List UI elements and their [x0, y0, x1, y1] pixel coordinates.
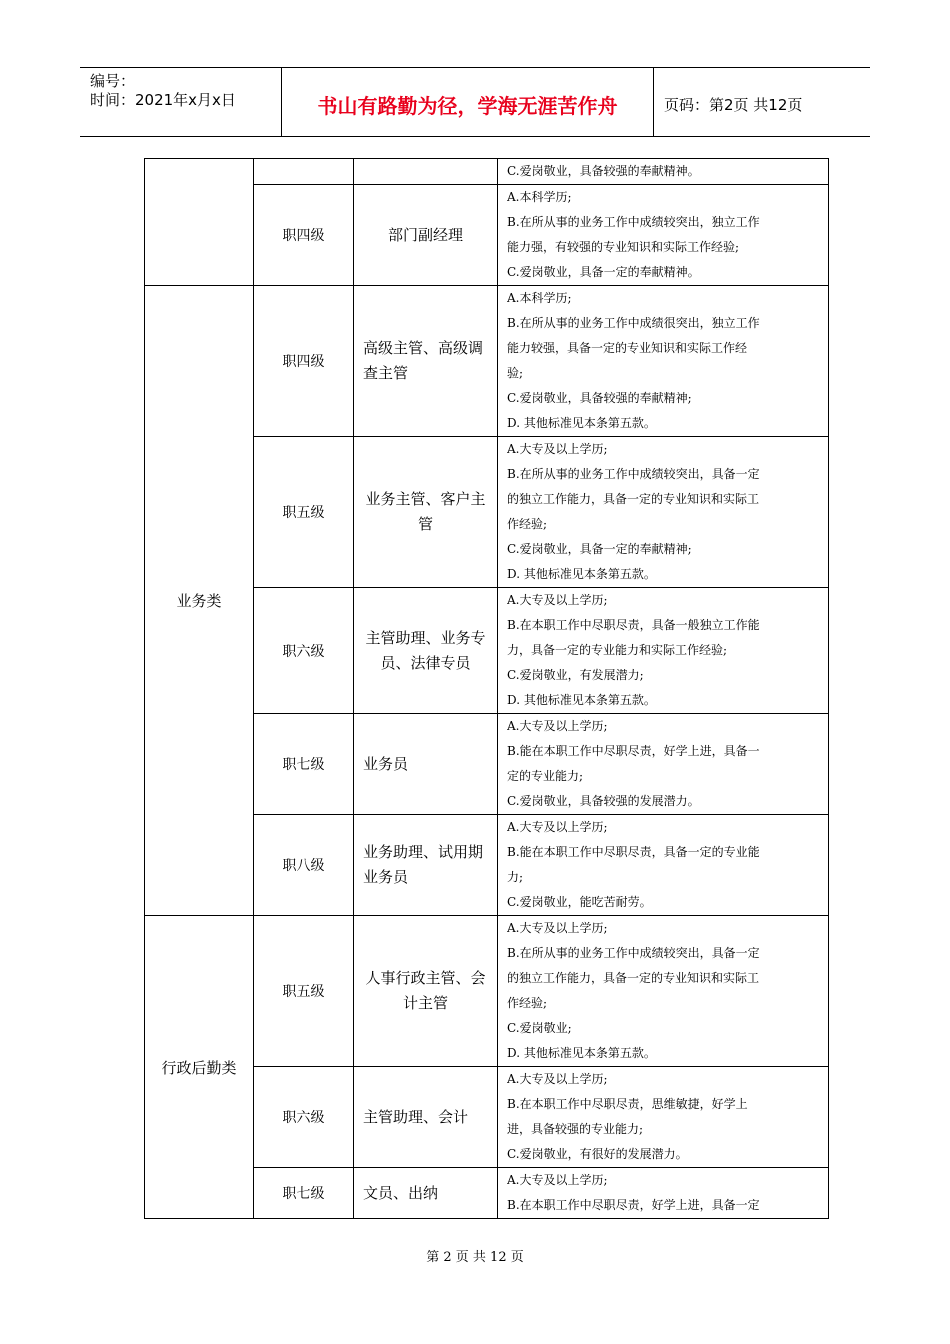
position-cell: 业务员 — [354, 714, 498, 815]
position-cell: 主管助理、业务专员、法律专员 — [354, 588, 498, 714]
requirements-cell: A.大专及以上学历; B.在本职工作中尽职尽责，好学上进，具备一定 — [498, 1168, 829, 1219]
category-cell: 行政后勤类 — [145, 916, 254, 1219]
grade-cell: 职四级 — [254, 286, 354, 437]
table-row — [145, 286, 829, 437]
grade-cell: 职五级 — [254, 437, 354, 588]
requirements-cell: A.本科学历; B.在所从事的业务工作中成绩较突出，独立工作 能力强，有较强的专业知识和实际工作经验; C.爱岗敬业，具备一定的奉献精神。 — [498, 185, 829, 286]
job-grade-table — [144, 158, 829, 1219]
grade-cell — [254, 159, 354, 185]
requirements-cell: A.大专及以上学历; B.在本职工作中尽职尽责，具备一般独立工作能 力，具备一定的专业能力和实际工作经验; C.爱岗敬业，有发展潜力; D. 其他标准见本条第五款。 — [498, 588, 829, 714]
position-cell: 业务主管、客户主管 — [354, 437, 498, 588]
requirements-cell: C.爱岗敬业，具备较强的奉献精神。 — [498, 159, 829, 185]
requirements-cell: A.大专及以上学历; B.在本职工作中尽职尽责，思维敏捷，好学上 进，具备较强的专业能力; C.爱岗敬业，有很好的发展潜力。 — [498, 1067, 829, 1168]
category-cell: 业务类 — [145, 286, 254, 916]
grade-cell: 职四级 — [254, 185, 354, 286]
position-cell: 部门副经理 — [354, 185, 498, 286]
requirements-cell: A.本科学历; B.在所从事的业务工作中成绩很突出，独立工作 能力较强，具备一定的专业知识和实际工作经 验; C.爱岗敬业，具备较强的奉献精神; D. 其他标准见本条第五款。 — [498, 286, 829, 437]
grade-cell: 职五级 — [254, 916, 354, 1067]
page-header — [80, 67, 870, 137]
position-cell: 文员、出纳 — [354, 1168, 498, 1219]
position-cell: 主管助理、会计 — [354, 1067, 498, 1168]
requirements-cell: A.大专及以上学历; B.在所从事的业务工作中成绩较突出，具备一定 的独立工作能力，具备一定的专业知识和实际工 作经验; C.爱岗敬业; D. 其他标准见本条第五款。 — [498, 916, 829, 1067]
grade-cell: 职六级 — [254, 1067, 354, 1168]
header-slogan: 书山有路勤为径，学海无涯苦作舟 — [282, 68, 654, 136]
position-cell — [354, 159, 498, 185]
table-row — [145, 916, 829, 1067]
grade-cell: 职七级 — [254, 714, 354, 815]
header-page-code: 页码：第2页 共12页 — [664, 95, 803, 114]
position-cell: 业务助理、试用期业务员 — [354, 815, 498, 916]
grade-cell: 职七级 — [254, 1168, 354, 1219]
document-time-label: 时间：2021年x月x日 — [90, 91, 236, 109]
grade-cell: 职八级 — [254, 815, 354, 916]
requirements-cell: A.大专及以上学历; B.能在本职工作中尽职尽责，好学上进，具备一 定的专业能力; C.爱岗敬业，具备较强的发展潜力。 — [498, 714, 829, 815]
document-number-label: 编号： — [90, 72, 136, 90]
position-cell: 高级主管、高级调查主管 — [354, 286, 498, 437]
requirements-cell: A.大专及以上学历; B.能在本职工作中尽职尽责，具备一定的专业能 力; C.爱岗敬业，能吃苦耐劳。 — [498, 815, 829, 916]
requirements-cell: A.大专及以上学历; B.在所从事的业务工作中成绩较突出，具备一定 的独立工作能力，具备一定的专业知识和实际工 作经验; C.爱岗敬业，具备一定的奉献精神; D. 其他标准见本条第五款。 — [498, 437, 829, 588]
position-cell: 人事行政主管、会计主管 — [354, 916, 498, 1067]
header-meta — [80, 68, 282, 136]
grade-cell: 职六级 — [254, 588, 354, 714]
table-row — [145, 159, 829, 185]
page-footer: 第 2 页 共 12 页 — [426, 1250, 524, 1265]
category-cell-empty — [145, 159, 254, 286]
